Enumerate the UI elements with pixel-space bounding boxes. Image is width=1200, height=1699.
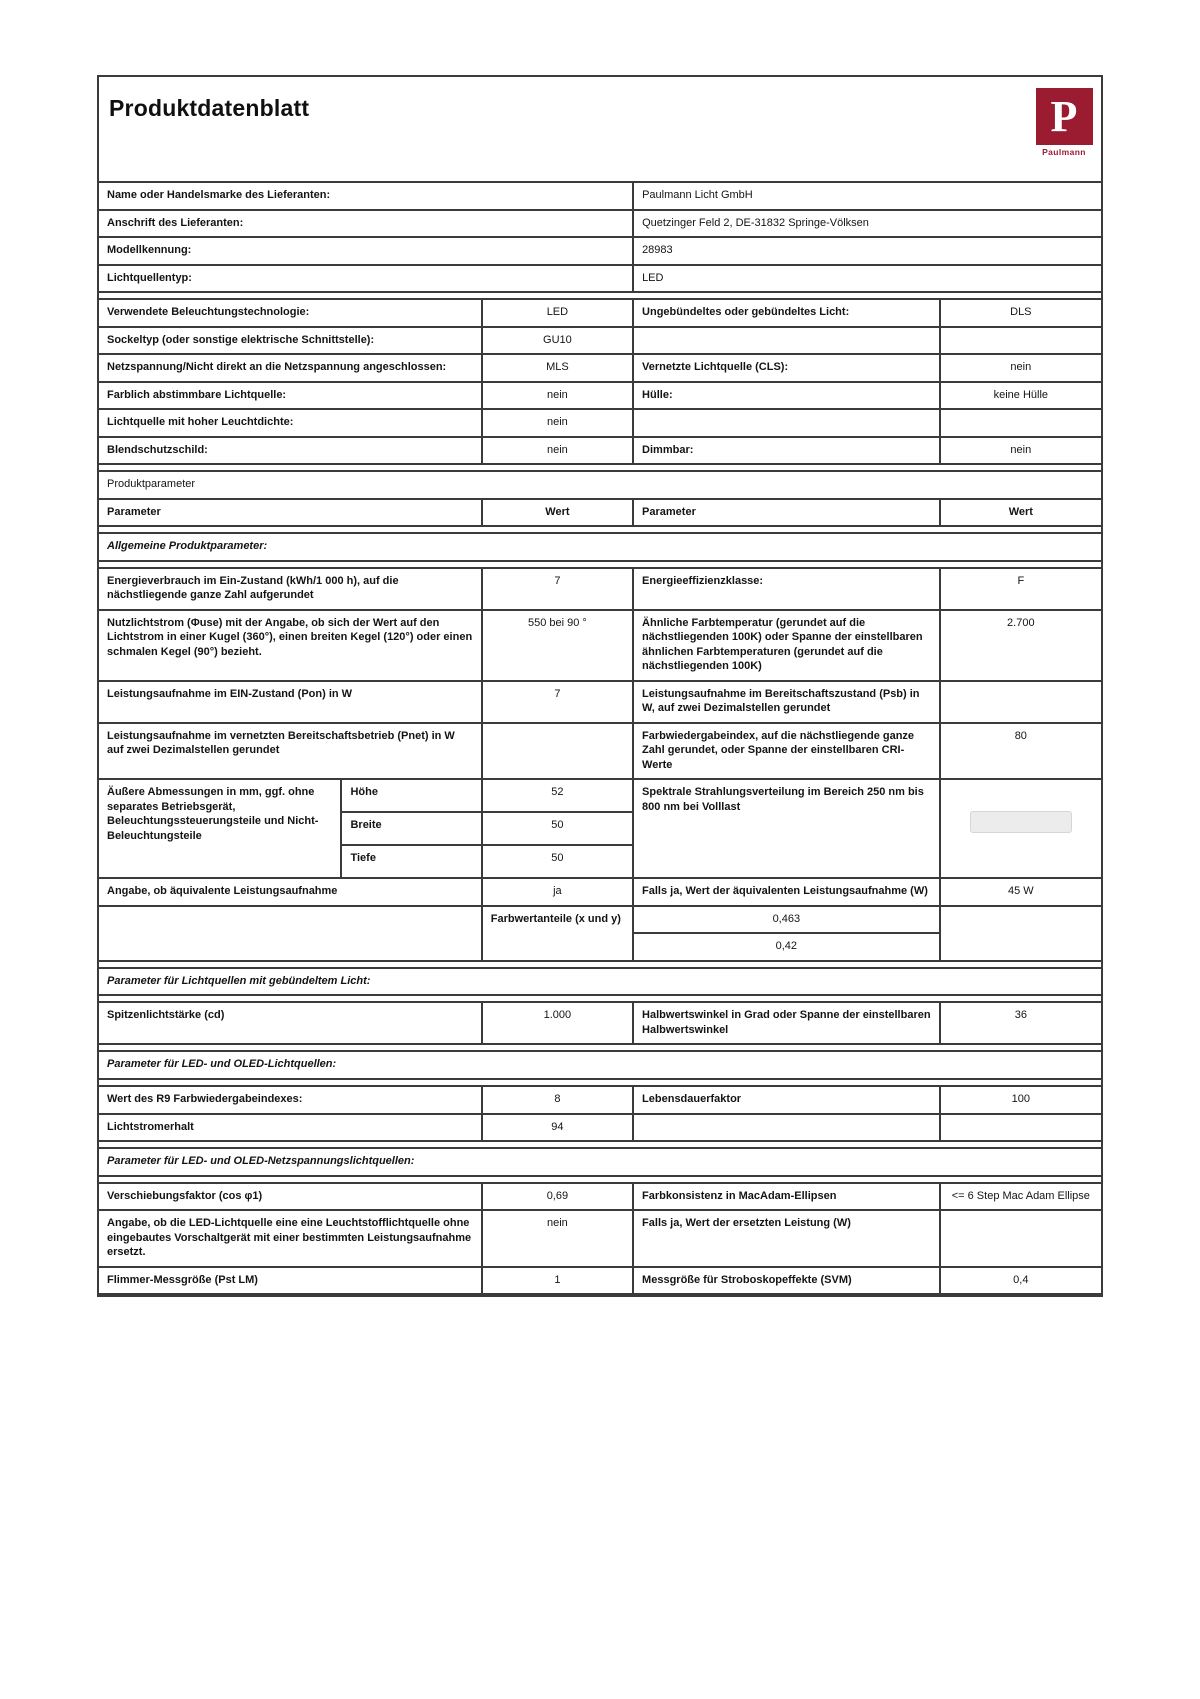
ledoled-parameters-section [99, 1085, 1101, 1142]
param-value [940, 779, 1101, 878]
ledoled-band-section [99, 1050, 1101, 1080]
table-row [99, 499, 1101, 526]
param-label: Falls ja, Wert der ersetzten Leistung (W) [633, 1210, 940, 1267]
section-band: Produktparameter [99, 472, 1101, 498]
table-row [99, 183, 1101, 210]
param-value [940, 1114, 1101, 1141]
param-value: 8 [482, 1087, 633, 1114]
param-value [940, 1210, 1101, 1267]
beam-band-table [99, 969, 1101, 995]
param-value: 94 [482, 1114, 633, 1141]
empty-cell [99, 906, 482, 960]
param-value: nein [482, 1210, 633, 1267]
logo-letter: P [1050, 91, 1078, 141]
dimension-value: 52 [482, 779, 633, 812]
param-label: Dimmbar: [633, 437, 940, 464]
table-row [99, 409, 1101, 437]
param-value: 1 [482, 1267, 633, 1294]
param-label: Halbwertswinkel in Grad oder Spanne der einstellbaren Halbwertswinkel [633, 1003, 940, 1043]
column-header: Parameter [99, 499, 482, 526]
table-row [99, 878, 1101, 906]
param-label: Farbkonsistenz in MacAdam-Ellipsen [633, 1184, 940, 1211]
param-label: Nutzlichtstrom (Φuse) mit der Angabe, ob sich der Wert auf den Lichtstrom in einer Kugel (360°), einen breiten Kegel (120°) oder einen schmalen Kegel (90°) bezieht. [99, 610, 482, 681]
param-value: 36 [940, 1003, 1101, 1043]
mains-parameters-section [99, 1182, 1101, 1296]
param-value: 45 W [940, 878, 1101, 906]
table-row [99, 300, 1101, 327]
param-value: 28983 [633, 237, 1101, 265]
general-band-table [99, 534, 1101, 560]
param-label: Netzspannung/Nicht direkt an die Netzspannung angeschlossen: [99, 354, 482, 382]
table-row [99, 382, 1101, 410]
param-value: GU10 [482, 327, 633, 355]
product-parameter-band-table [99, 472, 1101, 498]
param-value: 1.000 [482, 1003, 633, 1043]
paulmann-logo [1034, 88, 1094, 157]
table-row [99, 1052, 1101, 1078]
logo-brand-text: Paulmann [1042, 147, 1086, 157]
param-value: nein [940, 354, 1101, 382]
datasheet [97, 75, 1103, 1297]
param-value: <= 6 Step Mac Adam Ellipse [940, 1184, 1101, 1211]
dimension-name: Höhe [341, 779, 481, 812]
param-label: Lichtquelle mit hoher Leuchtdichte: [99, 409, 482, 437]
table-row [99, 437, 1101, 464]
mains-band-table [99, 1149, 1101, 1175]
datasheet-header [99, 77, 1101, 181]
product-parameter-header-section [99, 470, 1101, 527]
param-label: Farblich abstimmbare Lichtquelle: [99, 382, 482, 410]
param-value: 0,69 [482, 1184, 633, 1211]
param-label: Anschrift des Lieferanten: [99, 210, 633, 238]
section-band: Parameter für LED- und OLED-Lichtquellen: [99, 1052, 1101, 1078]
table-row [99, 681, 1101, 723]
param-label: Ähnliche Farbtemperatur (gerundet auf die nächstliegenden 100K) oder Spanne der einstellbaren ähnlichen Farbtemperaturen (gerundet auf die nächstliegenden 100K) [633, 610, 940, 681]
param-label [633, 1114, 940, 1141]
param-label: Lichtquellentyp: [99, 265, 633, 292]
table-row [99, 1210, 1101, 1267]
dimension-name: Tiefe [341, 845, 481, 878]
table-row [99, 265, 1101, 292]
param-label: Leistungsaufnahme im EIN-Zustand (Pon) in W [99, 681, 482, 723]
param-value: ja [482, 878, 633, 906]
param-value: 7 [482, 569, 633, 610]
param-label: Verschiebungsfaktor (cos φ1) [99, 1184, 482, 1211]
general-parameters-table [99, 569, 1101, 960]
technology-section [99, 298, 1101, 465]
param-value: 2.700 [940, 610, 1101, 681]
param-value: 100 [940, 1087, 1101, 1114]
param-value: 80 [940, 723, 1101, 780]
param-value: nein [940, 437, 1101, 464]
param-label: Leistungsaufnahme im Bereitschaftszustand (Psb) in W, auf zwei Dezimalstellen gerundet [633, 681, 940, 723]
table-row [99, 472, 1101, 498]
table-row [99, 354, 1101, 382]
param-label: Sockeltyp (oder sonstige elektrische Schnittstelle): [99, 327, 482, 355]
param-label: Modellkennung: [99, 237, 633, 265]
param-label: Leistungsaufnahme im vernetzten Bereitschaftsbetrieb (Pnet) in W auf zwei Dezimalstellen gerundet [99, 723, 482, 780]
param-value: LED [633, 265, 1101, 292]
section-band: Allgemeine Produktparameter: [99, 534, 1101, 560]
table-row [99, 534, 1101, 560]
param-label: Äußere Abmessungen in mm, ggf. ohne separates Betriebsgerät, Beleuchtungssteuerungsteile und Nicht-Beleuchtungsteile [99, 779, 341, 878]
param-label: Vernetzte Lichtquelle (CLS): [633, 354, 940, 382]
param-value: keine Hülle [940, 382, 1101, 410]
parameter-wert-header-table [99, 498, 1101, 526]
param-value: 7 [482, 681, 633, 723]
table-row [99, 1087, 1101, 1114]
param-label: Messgröße für Stroboskopeffekte (SVM) [633, 1267, 940, 1294]
dimension-value: 50 [482, 812, 633, 845]
param-label: Farbwiedergabeindex, auf die nächstliegende ganze Zahl gerundet, oder Spanne der einstellbaren CRI-Werte [633, 723, 940, 780]
param-value: nein [482, 437, 633, 464]
column-header: Parameter [633, 499, 940, 526]
param-value: 0,4 [940, 1267, 1101, 1294]
param-label: Ungebündeltes oder gebündeltes Licht: [633, 300, 940, 327]
param-label: Energieeffizienzklasse: [633, 569, 940, 610]
param-value: DLS [940, 300, 1101, 327]
chromaticity-y-value: 0,42 [633, 933, 940, 960]
logo-square-icon [1036, 88, 1093, 145]
param-label: Falls ja, Wert der äquivalenten Leistungsaufnahme (W) [633, 878, 940, 906]
param-value [940, 409, 1101, 437]
beam-parameters-section [99, 1001, 1101, 1045]
param-value: nein [482, 409, 633, 437]
param-label [633, 327, 940, 355]
param-value [940, 327, 1101, 355]
table-row [99, 569, 1101, 610]
technology-table [99, 300, 1101, 463]
spectral-distribution-image [970, 811, 1072, 833]
param-label: Energieverbrauch im Ein-Zustand (kWh/1 000 h), auf die nächstliegende ganze Zahl aufgerundet [99, 569, 482, 610]
mains-band-section [99, 1147, 1101, 1177]
empty-cell [940, 906, 1101, 960]
table-row [99, 1003, 1101, 1043]
section-band: Parameter für LED- und OLED-Netzspannungslichtquellen: [99, 1149, 1101, 1175]
param-label: Blendschutzschild: [99, 437, 482, 464]
general-parameters-section [99, 567, 1101, 962]
param-label: Hülle: [633, 382, 940, 410]
table-row [99, 1114, 1101, 1141]
param-label: Spektrale Strahlungsverteilung im Bereich 250 nm bis 800 nm bei Volllast [633, 779, 940, 878]
param-label: Lichtstromerhalt [99, 1114, 482, 1141]
param-value: Quetzinger Feld 2, DE-31832 Springe-Völksen [633, 210, 1101, 238]
param-value: F [940, 569, 1101, 610]
param-label: Name oder Handelsmarke des Lieferanten: [99, 183, 633, 210]
param-label [633, 409, 940, 437]
dimension-name: Breite [341, 812, 481, 845]
table-row chromaticity-row [99, 906, 1101, 934]
param-label: Verwendete Beleuchtungstechnologie: [99, 300, 482, 327]
mains-parameters-table [99, 1184, 1101, 1294]
table-row [99, 610, 1101, 681]
param-value: MLS [482, 354, 633, 382]
param-label: Flimmer-Messgröße (Pst LM) [99, 1267, 482, 1294]
param-label: Lebensdauerfaktor [633, 1087, 940, 1114]
param-label: Farbwertanteile (x und y) [482, 906, 633, 960]
column-header: Wert [940, 499, 1101, 526]
beam-parameters-table [99, 1003, 1101, 1043]
table-row [99, 237, 1101, 265]
table-row dimensions-row [99, 779, 1101, 812]
param-label: Wert des R9 Farbwiedergabeindexes: [99, 1087, 482, 1114]
general-band-section [99, 532, 1101, 562]
beam-band-section [99, 967, 1101, 997]
supplier-section [99, 181, 1101, 293]
table-row [99, 210, 1101, 238]
param-value [482, 723, 633, 780]
supplier-table [99, 183, 1101, 291]
param-label: Angabe, ob die LED-Lichtquelle eine eine Leuchtstofflichtquelle ohne eingebautes Vorschaltgerät mit einer bestimmten Leistungsaufnahme ersetzt. [99, 1210, 482, 1267]
table-row [99, 1149, 1101, 1175]
table-row [99, 969, 1101, 995]
table-row [99, 327, 1101, 355]
table-row [99, 1267, 1101, 1294]
param-value: LED [482, 300, 633, 327]
param-value: Paulmann Licht GmbH [633, 183, 1101, 210]
param-label: Spitzenlichtstärke (cd) [99, 1003, 482, 1043]
page-title: Produktdatenblatt [109, 95, 310, 121]
section-band: Parameter für Lichtquellen mit gebündeltem Licht: [99, 969, 1101, 995]
param-value [940, 681, 1101, 723]
column-header: Wert [482, 499, 633, 526]
ledoled-band-table [99, 1052, 1101, 1078]
table-row [99, 723, 1101, 780]
param-value: 550 bei 90 ° [482, 610, 633, 681]
ledoled-parameters-table [99, 1087, 1101, 1140]
param-value: nein [482, 382, 633, 410]
param-label: Angabe, ob äquivalente Leistungsaufnahme [99, 878, 482, 906]
chromaticity-x-value: 0,463 [633, 906, 940, 934]
table-row [99, 1184, 1101, 1211]
dimension-value: 50 [482, 845, 633, 878]
